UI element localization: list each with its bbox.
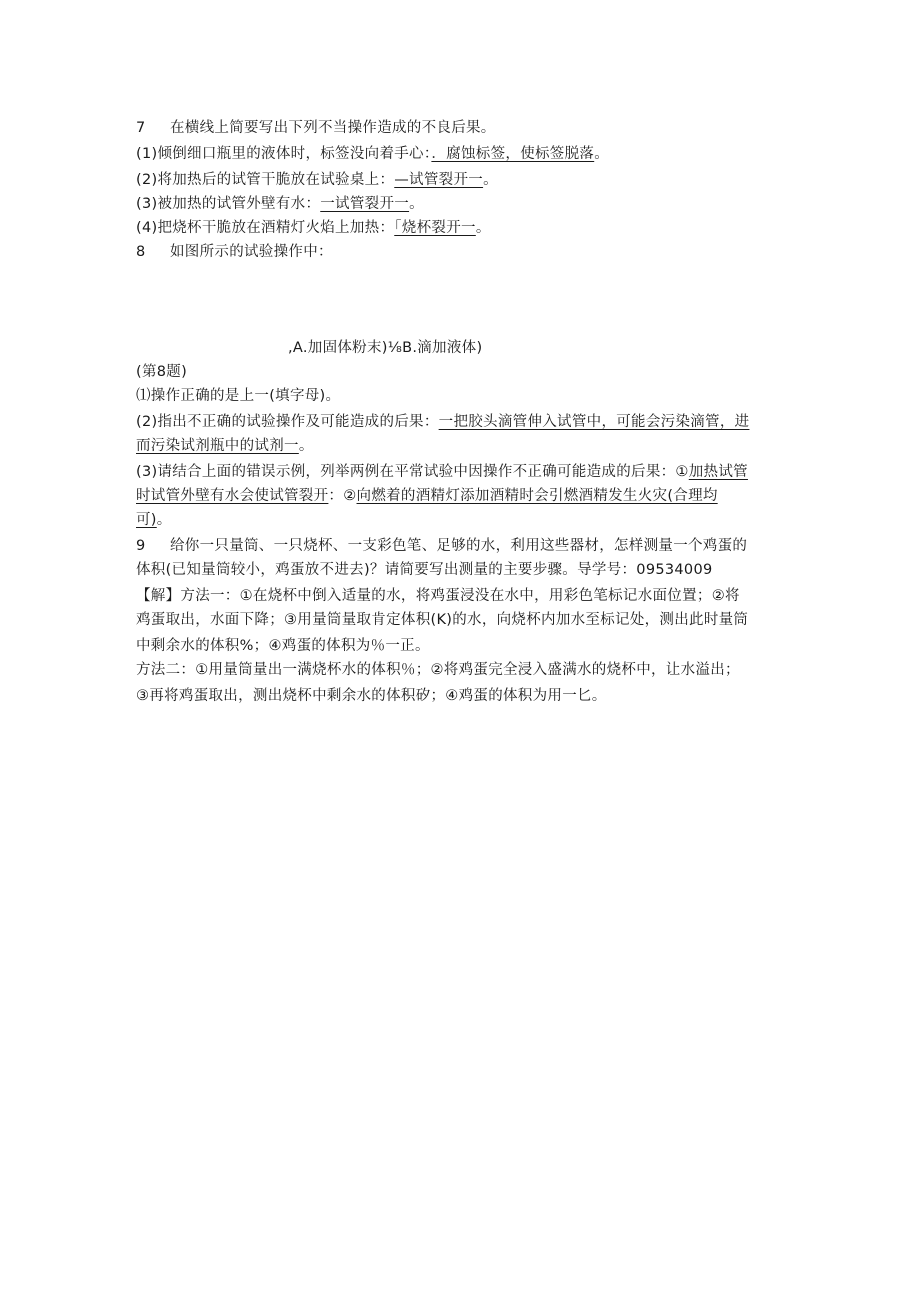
q7-stem-line <box>136 118 496 138</box>
q9-solution-line3: 中剩余水的体积%；④鸡蛋的体积为％一正。 <box>136 638 430 654</box>
q8-sub3-answer-2b: 向燃着的酒精灯添加酒精时会引燃酒精发生火灾(合理均 <box>356 488 718 504</box>
q7-item-1-answer: ．腐蚀标签，使标签脱落 <box>431 146 595 162</box>
q8-sub2-prefix: (2)指出不正确的试验操作及可能造成的后果： <box>136 414 439 430</box>
q7-item-4 <box>136 218 491 238</box>
q7-item-3-answer: 一试管裂开一 <box>320 196 410 212</box>
q9-solution-line4: 方法二：①用量筒量出一满烧杯水的体积％；②将鸡蛋完全浸入盛满水的烧杯中，让水溢出； <box>136 662 740 678</box>
q7-item-3-prefix: (3)被加热的试管外壁有水： <box>136 196 321 212</box>
q8-number: 8 <box>136 244 146 260</box>
q8-sub3-mid: ：② <box>328 488 357 504</box>
q7-item-2-prefix: (2)将加热后的试管干脆放在试验桌上： <box>136 172 395 188</box>
q7-item-2-answer: —试管裂开一 <box>394 172 484 188</box>
q9-solution-line5: ③再将鸡蛋取出，测出烧杯中剩余水的体积矽；④鸡蛋的体积为用一匕。 <box>136 688 607 704</box>
q8-sub2-line2 <box>136 436 314 456</box>
q9-solution-line2: 鸡蛋取出，水面下降；③用量筒量取肯定体积(K)的水，向烧杯内加水至标记处，测出此时量筒 <box>136 612 749 628</box>
q7-stem: 在横线上简要写出下列不当操作造成的不良后果。 <box>170 120 496 136</box>
q9-solution-line1: 【解】方法一：①在烧杯中倒入适量的水，将鸡蛋浸没在水中，用彩色笔标记水面位置；②将 <box>136 588 740 604</box>
q8-sub3-line2 <box>136 486 718 506</box>
q8-stem-line <box>136 242 333 262</box>
q9-number: 9 <box>136 538 146 554</box>
q8-sub3-answer-1: 加热试管 <box>688 464 748 480</box>
q8-sub2-answer-1: 一把胶头滴管伸入试管中，可能会污染滴管，进 <box>438 414 750 430</box>
q7-item-1-prefix: (1)倾倒细口瓶里的液体时，标签没向着手心： <box>136 146 432 162</box>
q7-item-1 <box>136 144 609 164</box>
q8-sub2-answer-2: 而污染试剂瓶中的试剂一 <box>136 438 299 454</box>
q9-stem-1: 给你一只量筒、一只烧杯、一支彩色笔、足够的水，利用这些器材，怎样测量一个鸡蛋的 <box>170 538 748 554</box>
q8-sub3-line1 <box>136 462 748 482</box>
q8-sub3-line3 <box>136 510 172 530</box>
q7-item-4-suffix: 。 <box>475 220 491 236</box>
q7-item-2 <box>136 170 498 190</box>
q9-stem-line1 <box>136 536 747 556</box>
q8-sub1: ⑴操作正确的是上一(填字母)。 <box>136 388 341 404</box>
q7-item-1-suffix: 。 <box>594 146 610 162</box>
q7-item-2-suffix: 。 <box>483 172 498 188</box>
q8-sub3-answer-2a: 时试管外壁有水会使试管裂开 <box>136 488 329 504</box>
q8-sub3-prefix: (3)请结合上面的错误示例，列举两例在平常试验中因操作不正确可能造成的后果：① <box>136 464 689 480</box>
q8-sub2-suffix: 。 <box>298 438 314 454</box>
q8-stem: 如图所示的试验操作中： <box>170 244 333 260</box>
q9-stem-line2: 体积(已知量筒较小，鸡蛋放不进去)？请简要写出测量的主要步骤。导学号：09534009 <box>136 562 713 578</box>
q8-figure-caption: (第8题) <box>136 364 188 380</box>
q8-sub2-line1 <box>136 412 749 432</box>
q7-item-4-answer: 「烧杯裂开一 <box>394 220 476 236</box>
q7-item-4-prefix: (4)把烧杯干脆放在酒精灯火焰上加热： <box>136 220 395 236</box>
q8-sub3-answer-3: 可) <box>136 512 157 528</box>
q7-number: 7 <box>136 120 146 136</box>
q7-item-3 <box>136 194 424 214</box>
q7-item-3-suffix: 。 <box>409 196 424 212</box>
q8-figure-labels: ,A.加固体粉末)⅛B.滴加液体) <box>288 340 483 356</box>
q8-sub3-suffix: 。 <box>156 512 172 528</box>
